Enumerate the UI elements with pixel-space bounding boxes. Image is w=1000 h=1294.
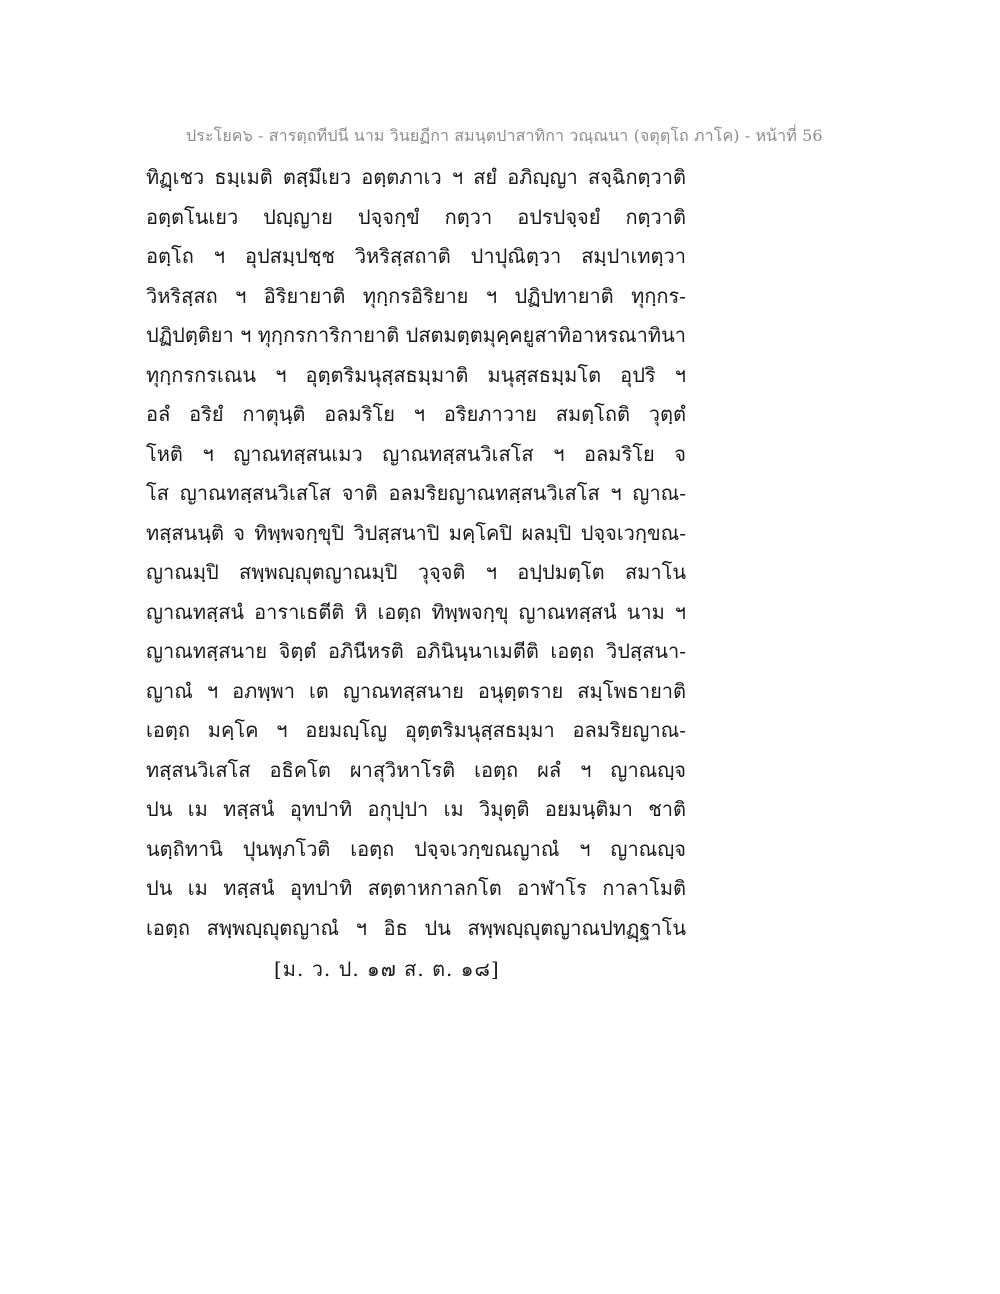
- text-line: ทุกฺกรกรเณน ฯ อุตฺตริมนุสฺสธมฺมาติ มนุสฺสธมฺมโต อุปริ ฯ: [146, 362, 686, 387]
- text-line: ญาณทสฺสนาย จิตฺตํ อภินีหรติ อภินินฺนาเมตีติ เอตฺถ วิปสฺสนา-: [146, 639, 686, 663]
- text-line: ญาณทสฺสนํ อาราเธตีติ หิ เอตฺถ ทิพฺพจกฺขุ ญาณทสฺสนํ นาม ฯ: [146, 599, 686, 624]
- text-line: ปน เม ทสฺสนํ อุทปาทิ สตฺตาหกาลกโต อาฬาโร กาลาโมติ: [146, 876, 686, 900]
- text-line: อตฺตโนเยว ปญฺญาย ปจฺจกฺขํ กตฺวา อปรปจฺจยํ กตฺวาติ: [146, 204, 686, 229]
- text-line: อตฺโถ ฯ อุปสมฺปชฺช วิหริสฺสถาติ ปาปุณิตฺวา สมฺปาเทตฺวา: [146, 244, 686, 268]
- text-line: อลํ อริยํ กาตุนฺติ อลมริโย ฯ อริยภาวาย สมตฺโถติ วุตฺตํ: [146, 402, 686, 426]
- running-header: ประโยค๖ - สารตฺถทีปนี นาม วินยฏีกา สมนฺตปาสาทิกา วณฺณนา (จตุตฺโถ ภาโค) - หน้าที่ 56: [186, 126, 823, 145]
- text-line: วิหริสฺสถ ฯ อิริยายาติ ทุกฺกรอิริยาย ฯ ปฏิปทายาติ ทุกฺกร-: [146, 283, 686, 308]
- text-line: ญาณมฺปิ สพฺพญฺญุตญาณมฺปิ วุจฺจติ ฯ อปฺปมตฺโต สมาโน: [146, 560, 686, 584]
- text-line: โส ญาณทสฺสนวิเสโส จาติ อลมริยญาณทสฺสนวิเสโส ฯ ญาณ-: [146, 481, 686, 505]
- text-line: โหติ ฯ ญาณทสฺสนเมว ญาณทสฺสนวิเสโส ฯ อลมริโย จ: [146, 441, 686, 466]
- text-line: ทิฏฺเชว ธมฺเมติ ตสฺมึเยว อตฺตภาเว ฯ สยํ อภิญฺญา สจฺฉิกตฺวาติ: [146, 165, 686, 189]
- text-line: ปฏิปตฺติยา ฯ ทุกฺกรการิกายาติ ปสตมตฺตมุคฺคยูสาทิอาหรณาทินา: [146, 323, 686, 347]
- text-line: ทสฺสนนฺติ จ ทิพฺพจกฺขุปิ วิปสฺสนาปิ มคฺโคปิ ผลมฺปิ ปจฺจเวกฺขณ-: [146, 520, 686, 545]
- scripture-reference: [ม. ว. ป. ๑๗ ส. ต. ๑๘]: [274, 957, 500, 981]
- text-line: เอตฺถ สพฺพญฺญุตญาณํ ฯ อิธ ปน สพฺพญฺญุตญาณปทฏฺฐาโน: [146, 915, 686, 940]
- text-line: ญาณํ ฯ อภพฺพา เต ญาณทสฺสนาย อนุตฺตราย สมฺโพธายาติ: [146, 678, 686, 703]
- text-line: เอตฺถ มคฺโค ฯ อยมญฺโญ อุตฺตริมนุสฺสธมฺมา อลมริยญาณ-: [146, 718, 686, 742]
- text-line: ทสฺสนวิเสโส อธิคโต ผาสุวิหาโรติ เอตฺถ ผลํ ฯ ญาณญฺจ: [146, 757, 686, 782]
- body-text: [146, 158, 686, 948]
- text-line: นตฺถิทานิ ปุนพฺภโวติ เอตฺถ ปจฺจเวกฺขณญาณํ ฯ ญาณญฺจ: [146, 836, 686, 861]
- text-line: ปน เม ทสฺสนํ อุทปาทิ อกุปฺปา เม วิมุตฺติ อยมนฺติมา ชาติ: [146, 797, 686, 821]
